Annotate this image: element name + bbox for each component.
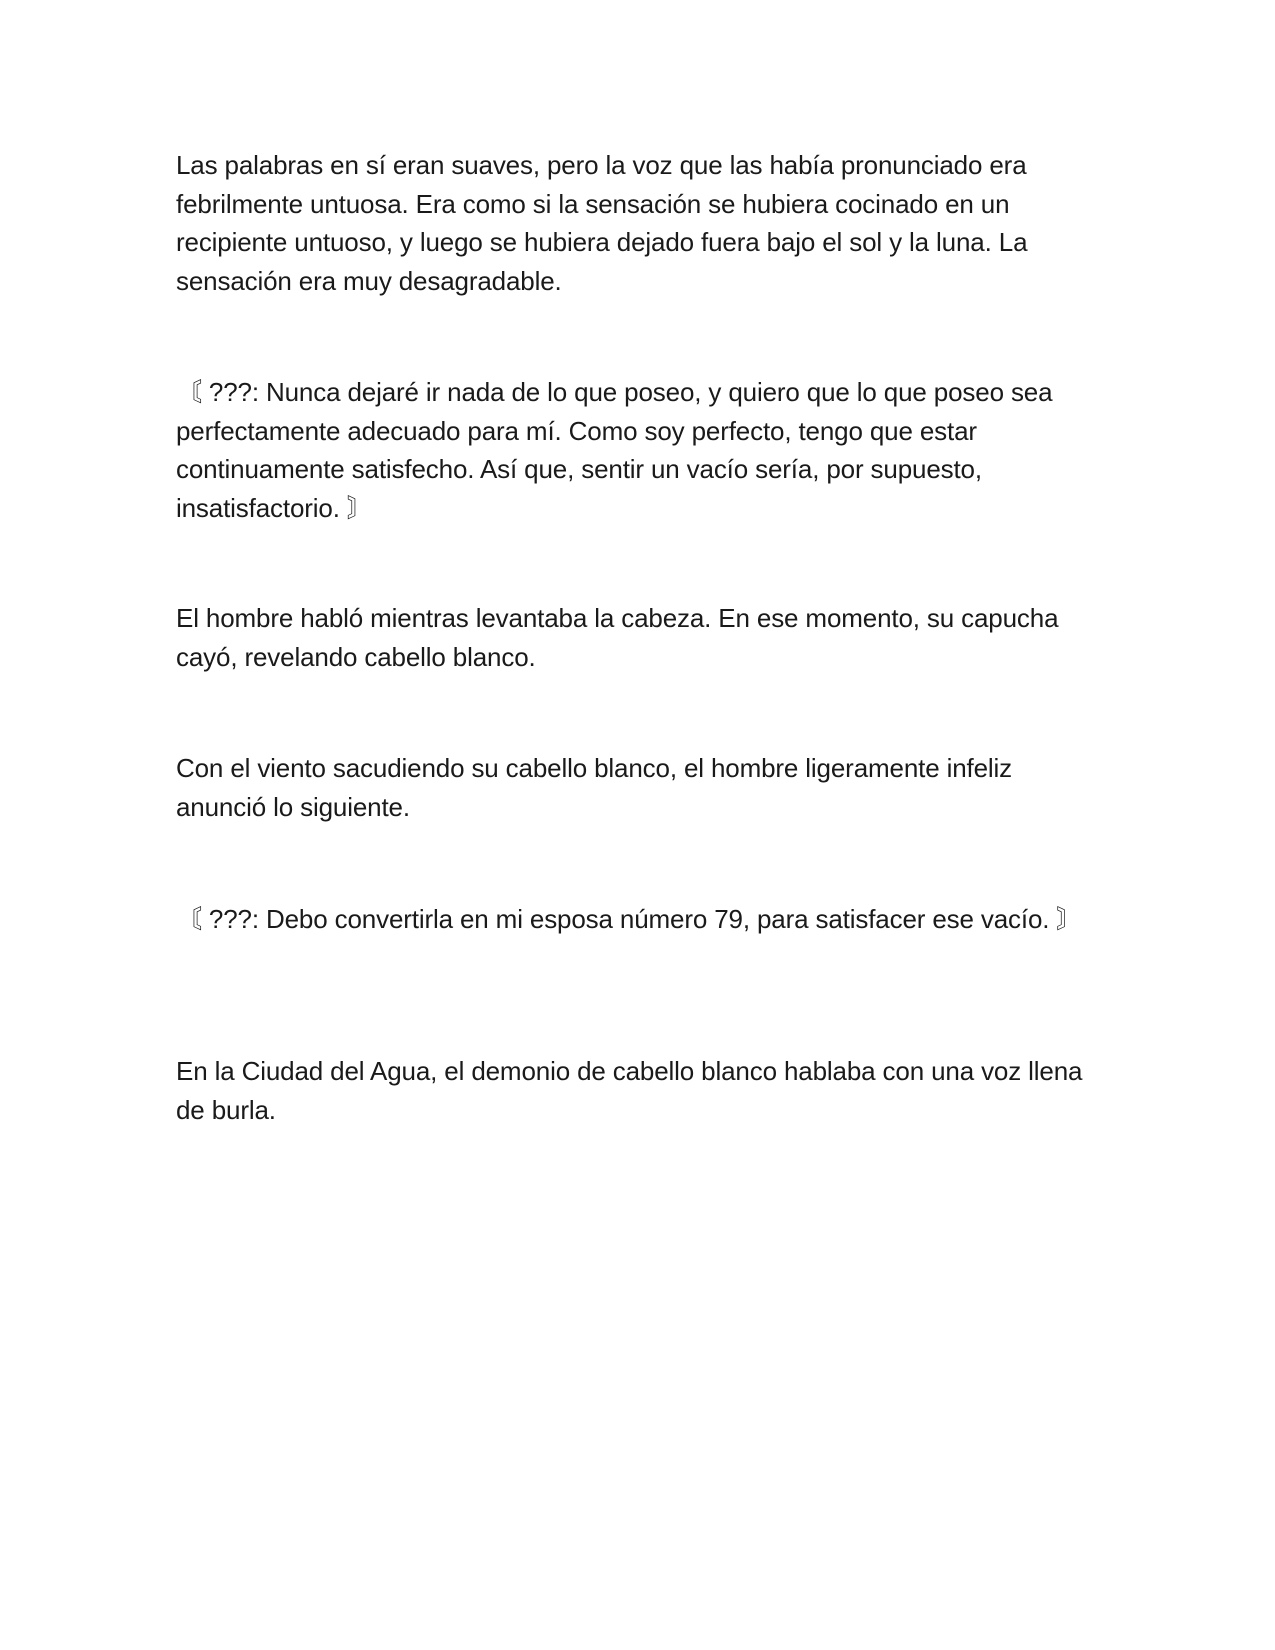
paragraph-5-dialogue: 〘 ???: Debo convertirla en mi esposa número 79, para satisfacer ese vacío. 〙	[176, 904, 1083, 934]
paragraph-2-dialogue: 〘 ???: Nunca dejaré ir nada de lo que poseo, y quiero que lo que poseo sea perfectamente adecuado para mí. Como soy perfecto, tengo que estar continuamente satisfecho. Así que, sentir un vacío sería, por supuesto, insatisfactorio. 〙	[176, 377, 1053, 523]
paragraph-4: Con el viento sacudiendo su cabello blanco, el hombre ligeramente infeliz anunció lo siguiente.	[176, 753, 1013, 822]
paragraph-6: En la Ciudad del Agua, el demonio de cabello blanco hablaba con una voz llena de burla.	[176, 1056, 1083, 1125]
paragraph-3: El hombre habló mientras levantaba la cabeza. En ese momento, su capucha cayó, revelando cabello blanco.	[176, 603, 1059, 672]
paragraph-1: Las palabras en sí eran suaves, pero la voz que las había pronunciado era febrilmente untuosa. Era como si la sensación se hubiera cocinado en un recipiente untuoso, y luego se hubiera dejado fuera bajo el sol y la luna. La sensación era muy desagradable.	[176, 150, 1028, 296]
